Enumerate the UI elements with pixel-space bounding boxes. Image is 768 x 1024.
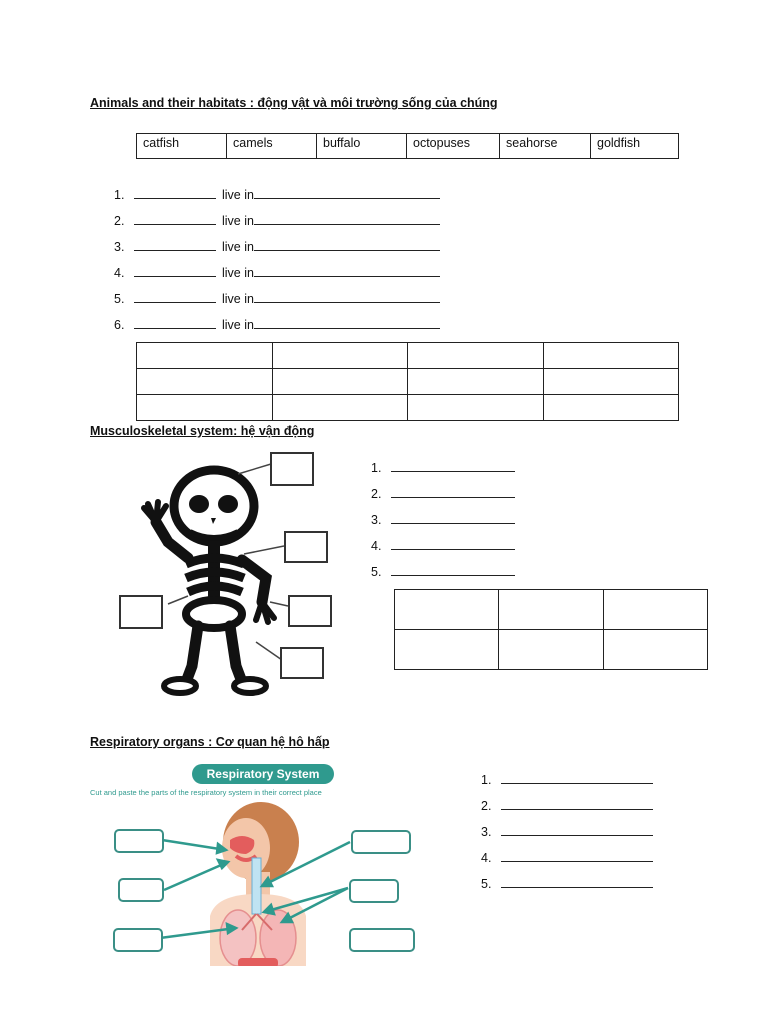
item-number: 4.: [371, 539, 382, 553]
answer-blank[interactable]: [134, 264, 216, 277]
grid-cell[interactable]: [543, 343, 679, 369]
word-cell: octopuses: [407, 134, 500, 159]
grid-cell[interactable]: [603, 590, 707, 630]
item-number: 4.: [114, 266, 125, 280]
respiratory-label-box[interactable]: [113, 928, 163, 952]
grid-cell[interactable]: [137, 395, 273, 421]
item-number: 5.: [114, 292, 125, 306]
word-cell: camels: [227, 134, 317, 159]
respiratory-label-box[interactable]: [114, 829, 164, 853]
grid-cell[interactable]: [395, 590, 499, 630]
grid-cell[interactable]: [408, 343, 544, 369]
answer-blank[interactable]: [501, 823, 653, 836]
habitat-grid: [136, 342, 679, 421]
skeleton-label-box[interactable]: [119, 595, 163, 629]
grid-cell[interactable]: [137, 369, 273, 395]
heading-musculoskeletal: Musculoskeletal system: hệ vận động: [90, 424, 315, 438]
item-number: 1.: [481, 773, 492, 787]
live-in-text: live in: [222, 188, 254, 202]
habitat-blank[interactable]: [254, 212, 440, 225]
item-number: 1.: [371, 461, 382, 475]
habitat-blank[interactable]: [254, 264, 440, 277]
answer-line: [481, 771, 653, 788]
grid-cell[interactable]: [272, 395, 408, 421]
skeleton-label-box[interactable]: [284, 531, 328, 563]
live-in-text: live in: [222, 292, 254, 306]
item-number: 6.: [114, 318, 125, 332]
heading-animals: Animals and their habitats : động vật và môi trường sống của chúng: [90, 96, 498, 110]
answer-line: [114, 316, 440, 333]
habitat-blank[interactable]: [254, 290, 440, 303]
answer-line: [114, 186, 440, 203]
habitat-blank[interactable]: [254, 186, 440, 199]
grid-cell[interactable]: [395, 630, 499, 670]
word-cell: buffalo: [317, 134, 407, 159]
item-number: 3.: [371, 513, 382, 527]
item-number: 3.: [481, 825, 492, 839]
word-cell: goldfish: [591, 134, 679, 159]
respiratory-label-box[interactable]: [351, 830, 411, 854]
item-number: 2.: [371, 487, 382, 501]
item-number: 2.: [481, 799, 492, 813]
answer-line: [114, 238, 440, 255]
answer-line: [114, 264, 440, 281]
grid-cell[interactable]: [543, 395, 679, 421]
answer-blank[interactable]: [501, 875, 653, 888]
habitat-blank[interactable]: [254, 238, 440, 251]
answer-line: [481, 797, 653, 814]
word-cell: seahorse: [500, 134, 591, 159]
answer-blank[interactable]: [391, 459, 515, 472]
diagram-title: Respiratory System: [192, 764, 334, 784]
grid-cell[interactable]: [137, 343, 273, 369]
live-in-text: live in: [222, 214, 254, 228]
answer-blank[interactable]: [501, 849, 653, 862]
heading-respiratory: Respiratory organs : Cơ quan hệ hô hấp: [90, 735, 330, 749]
grid-cell[interactable]: [408, 395, 544, 421]
respiratory-label-box[interactable]: [118, 878, 164, 902]
answer-blank[interactable]: [134, 186, 216, 199]
answer-line: [371, 537, 515, 554]
answer-blank[interactable]: [501, 797, 653, 810]
answer-line: [114, 290, 440, 307]
answer-line: [114, 212, 440, 229]
grid-cell[interactable]: [603, 630, 707, 670]
item-number: 3.: [114, 240, 125, 254]
answer-line: [481, 849, 653, 866]
item-number: 4.: [481, 851, 492, 865]
grid-cell[interactable]: [499, 630, 603, 670]
respiratory-label-box[interactable]: [349, 928, 415, 952]
item-number: 5.: [481, 877, 492, 891]
answer-blank[interactable]: [134, 238, 216, 251]
grid-cell[interactable]: [272, 343, 408, 369]
answer-line: [481, 823, 653, 840]
grid-cell[interactable]: [408, 369, 544, 395]
grid-cell[interactable]: [543, 369, 679, 395]
answer-blank[interactable]: [134, 212, 216, 225]
answer-blank[interactable]: [391, 563, 515, 576]
skeleton-label-box[interactable]: [280, 647, 324, 679]
item-number: 1.: [114, 188, 125, 202]
answer-blank[interactable]: [391, 511, 515, 524]
answer-line: [371, 563, 515, 580]
answer-blank[interactable]: [134, 290, 216, 303]
habitat-blank[interactable]: [254, 316, 440, 329]
skeleton-label-box[interactable]: [288, 595, 332, 627]
live-in-text: live in: [222, 266, 254, 280]
answer-line: [481, 875, 653, 892]
item-number: 2.: [114, 214, 125, 228]
respiratory-label-box[interactable]: [349, 879, 399, 903]
answer-blank[interactable]: [391, 537, 515, 550]
skeleton-grid: [394, 589, 708, 670]
answer-line: [371, 459, 515, 476]
skeleton-label-box[interactable]: [270, 452, 314, 486]
word-cell: catfish: [137, 134, 227, 159]
live-in-text: live in: [222, 318, 254, 332]
answer-blank[interactable]: [134, 316, 216, 329]
diagram-instruction: Cut and paste the parts of the respiratory system in their correct place: [90, 788, 322, 797]
grid-cell[interactable]: [272, 369, 408, 395]
answer-blank[interactable]: [501, 771, 653, 784]
answer-blank[interactable]: [391, 485, 515, 498]
answer-line: [371, 485, 515, 502]
live-in-text: live in: [222, 240, 254, 254]
item-number: 5.: [371, 565, 382, 579]
word-bank-table: [136, 133, 679, 159]
grid-cell[interactable]: [499, 590, 603, 630]
answer-line: [371, 511, 515, 528]
